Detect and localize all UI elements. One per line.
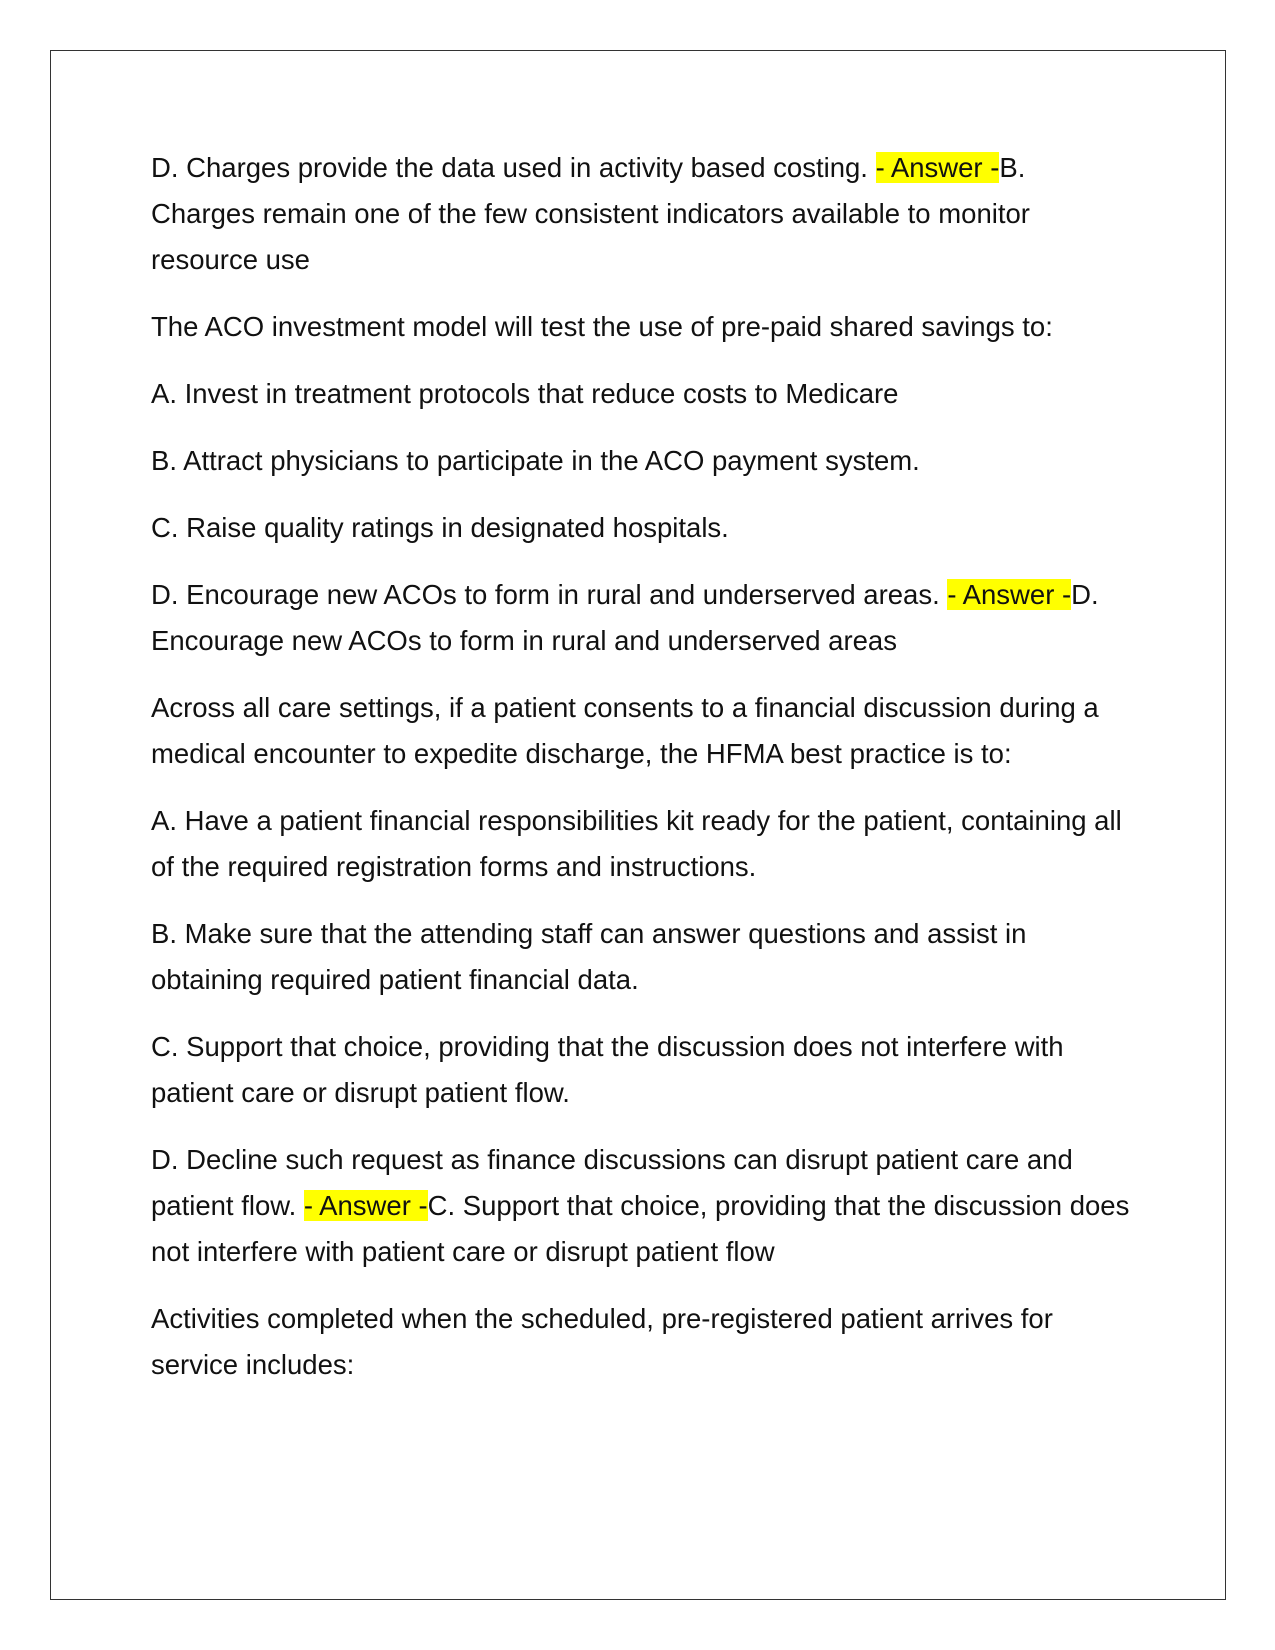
paragraph-q1-answer (151, 145, 1136, 283)
text-segment: Activities completed when the scheduled, pre-registered patient arrives for service includes: (151, 1303, 1053, 1380)
paragraph-q2-option-d-answer (151, 572, 1136, 664)
text-segment: The ACO investment model will test the use of pre-paid shared savings to: (151, 311, 1053, 342)
text-segment: Across all care settings, if a patient consents to a financial discussion during a medical encounter to expedite discharge, the HFMA best practice is to: (151, 692, 1099, 769)
document-body (151, 145, 1136, 1409)
paragraph-q3-option-d-answer (151, 1137, 1136, 1275)
text-segment: D. Encourage new ACOs to form in rural and underserved areas. (151, 579, 948, 610)
paragraph-q3-option-b (151, 911, 1136, 1003)
paragraph-q3-question (151, 685, 1136, 777)
paragraph-q2-option-b (151, 438, 1136, 484)
paragraph-q4-question (151, 1296, 1136, 1388)
text-segment: C. Raise quality ratings in designated hospitals. (151, 512, 729, 543)
text-segment: D. Decline such request as finance discussions can disrupt patient care and patient flow. (151, 1144, 1073, 1221)
text-segment: D. Encourage new ACOs to form in rural and underserved areas (151, 579, 1099, 656)
paragraph-q2-option-a (151, 371, 1136, 417)
text-segment: D. Charges provide the data used in activity based costing. (151, 152, 876, 183)
text-segment: A. Invest in treatment protocols that reduce costs to Medicare (151, 378, 899, 409)
text-segment: B. Attract physicians to participate in the ACO payment system. (151, 445, 920, 476)
paragraph-q3-option-a (151, 798, 1136, 890)
paragraph-q2-question (151, 304, 1136, 350)
paragraph-q2-option-c (151, 505, 1136, 551)
text-segment: A. Have a patient financial responsibilities kit ready for the patient, containing all of the required registration forms and instructions. (151, 805, 1122, 882)
answer-highlight: - Answer - (947, 579, 1072, 610)
answer-highlight: - Answer - (875, 152, 1000, 183)
paragraph-q3-option-c (151, 1024, 1136, 1116)
text-segment: C. Support that choice, providing that the discussion does not interfere with patient care or disrupt patient flow. (151, 1031, 1064, 1108)
text-segment: C. Support that choice, providing that the discussion does not interfere with patient care or disrupt patient flow (151, 1190, 1130, 1267)
text-segment: B. Charges remain one of the few consistent indicators available to monitor resource use (151, 152, 1030, 275)
answer-highlight: - Answer - (303, 1190, 428, 1221)
text-segment: B. Make sure that the attending staff can answer questions and assist in obtaining required patient financial data. (151, 918, 1027, 995)
